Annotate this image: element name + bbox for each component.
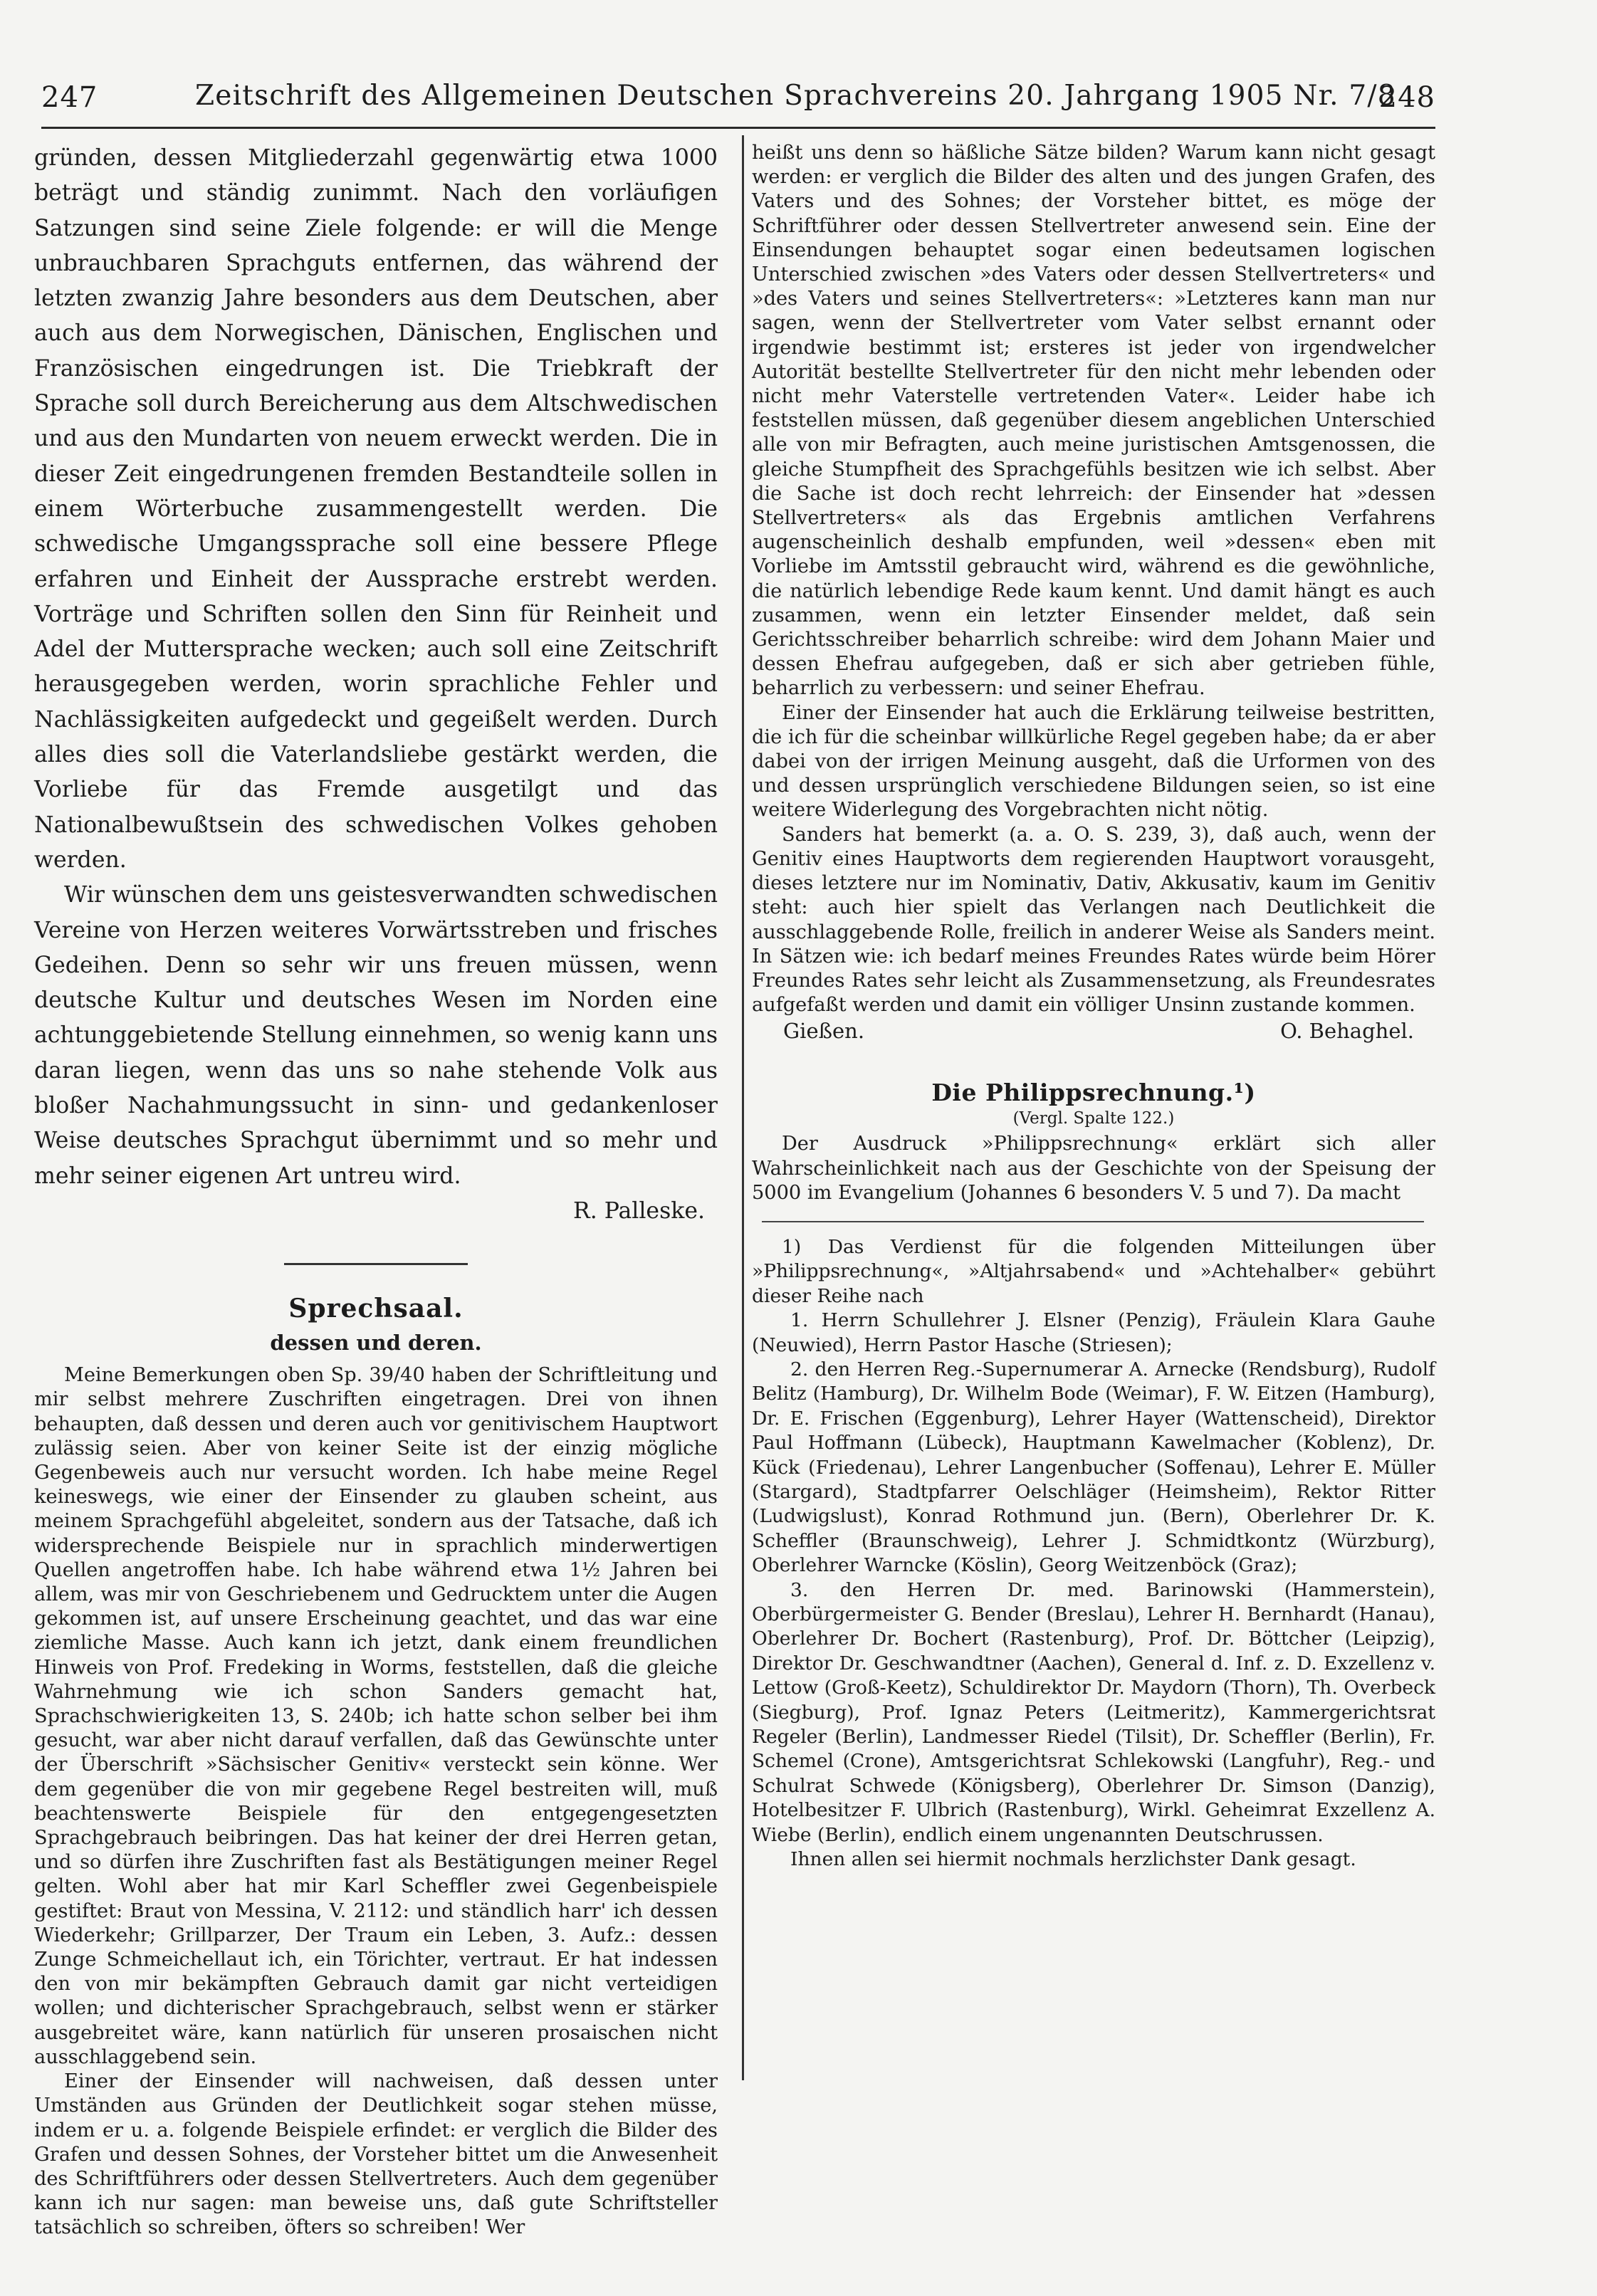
- signature-place: Gießen.: [783, 1019, 865, 1044]
- article-paragraph: Der Ausdruck »Philippsrechnung« erklärt sich aller Wahrscheinlichkeit nach aus der Geschichte von der Speisung der 5000 im Evangelium (Johannes 6 besonders V. 5 und 7). Da macht: [752, 1133, 1435, 1204]
- footnote-closing: Ihnen allen sei hiermit nochmals herzlichster Dank gesagt.: [790, 1848, 1356, 1871]
- running-title: Zeitschrift des Allgemeinen Deutschen Sprachvereins 20. Jahrgang 1905 Nr. 7/8: [195, 80, 1396, 112]
- section-separator: [284, 1263, 468, 1265]
- left-column: [34, 141, 718, 2240]
- signature-name: O. Behaghel.: [1280, 1019, 1414, 1044]
- page-number-left: 247: [41, 81, 98, 114]
- section-title: Sprechsaal.: [288, 1294, 464, 1324]
- signature-row: [752, 1017, 1435, 1043]
- right-paragraph-2: Einer der Einsender hat auch die Erklärung teilweise bestritten, die ich für die scheinbar willkürliche Regel gegeben habe; da er aber dabei von der irrigen Meinung ausgeht, daß die Urformen von des und dessen ursprünglich verschiedene Bildungen seien, so ist eine weitere Widerlegung des Vorgebrachten nicht nötig.: [752, 701, 1435, 822]
- footnote-intro: 1) Das Verdienst für die folgenden Mitteilungen über »Philippsrechnung«, »Altjahrsabend« und »Achtehalber« gebührt dieser Reihe nach: [752, 1235, 1435, 1307]
- header-rule: [41, 127, 1435, 129]
- article-reference: (Vergl. Spalte 122.): [1012, 1109, 1175, 1128]
- intro-paragraph-1: gründen, dessen Mitgliederzahl gegenwärtig etwa 1000 beträgt und ständig zunimmt. Nach den vorläufigen Satzungen sind seine Ziele folgende: er will die Menge unbrauchbaren Sprachguts entfernen, das während der letzten zwanzig Jahre besonders aus dem Deutschen, aber auch aus dem Norwegischen, Dänischen, Englischen und Französischen eingedrungen ist. Die Triebkraft der Sprache soll durch Bereicherung aus dem Altschwedischen und aus den Mundarten von neuem erweckt werden. Die in dieser Zeit eingedrungenen fremden Bestandteile sollen in einem Wörterbuche zusammengestellt werden. Die schwedische Umgangssprache soll eine bessere Pflege erfahren und Einheit der Aussprache erstrebt werden. Vorträge und Schriften sollen den Sinn für Reinheit und Adel der Muttersprache wecken; auch soll eine Zeitschrift herausgegeben werden, worin sprachliche Fehler und Nachlässigkeiten aufgedeckt und gegeißelt werden. Durch alles dies soll die Vaterlandsliebe gestärkt werden, die Vorliebe für das Fremde ausgetilgt und das Nationalbewußtsein des schwedischen Volkes gehoben werden.: [34, 145, 718, 873]
- right-paragraph-1: heißt uns denn so häßliche Sätze bilden? Warum kann nicht gesagt werden: er verglich die Bilder des alten und des jungen Grafen, des Vaters und des Sohnes; der Vorsteher bittet, es möge der Schriftführer oder dessen Stellvertreter anwesend sein. Eine der Einsendungen behauptet sogar einen bedeutsamen logischen Unterschied zwischen »des Vaters oder dessen Stellvertreters« und »des Vaters und seines Stellvertreters«: »Letzteres kann man nur sagen, wenn der Stellvertreter vom Vater selbst ernannt oder irgendwie bestimmt ist; ersteres ist jeder von irgendwelcher Autorität bestellte Stellvertreter für den nicht mehr lebenden oder nicht mehr Vaterstelle vertretenden Vater«. Leider habe ich feststellen müssen, daß gegenüber diesem angeblichen Unterschied alle von mir Befragten, auch meine juristischen Amtsgenossen, die gleiche Stumpfheit des Sprachgefühls besitzen wie ich selbst. Aber die Sache ist doch recht lehrreich: der Einsender hat »dessen Stellvertreters« als das Ergebnis amtlichen Verfahrens augenscheinlich deshalb empfunden, weil »dessen« eben mit Vorliebe im Amtsstil gebraucht wird, während es die gewöhnliche, die natürlich lebendige Rede kaum kennt. Und damit hängt es auch zusammen, wenn ein letzter Einsender meldet, daß sein Gerichtsschreiber beharrlich schreibe: wird dem Johann Maier und dessen Ehefrau aufgegeben, daß er sich aber getrieben fühle, beharrlich zu verbessern: und seiner Ehefrau.: [752, 142, 1435, 700]
- body-paragraph-1: Meine Bemerkungen oben Sp. 39/40 haben der Schriftleitung und mir selbst mehrere Zuschriften eingetragen. Drei von ihnen behaupten, daß dessen und deren auch vor genitivischem Hauptwort zulässig seien. Aber von keiner Seite ist der einzig mögliche Gegenbeweis auch nur versucht worden. Ich habe meine Regel keineswegs, wie einer der Einsender zu glauben scheint, aus meinem Sprachgefühl abgeleitet, sondern aus der Tatsache, daß ich widersprechende Beispiele nur in sprachlich minderwertigen Quellen angetroffen habe. Ich habe während etwa 1½ Jahren bei allem, was mir von Geschriebenem und Gedrucktem unter die Augen gekommen ist, auf unsere Erscheinung geachtet, und das war eine ziemliche Masse. Auch kann ich jetzt, dank einem freundlichen Hinweis von Prof. Fredeking in Worms, feststellen, daß die gleiche Wahrnehmung wie ich schon Sanders gemacht hat, Sprachschwierigkeiten 13, S. 240b; ich hatte schon selber bei ihm gesucht, war aber nicht darauf verfallen, daß das Gewünschte unter der Überschrift »Sächsischer Genitiv« versteckt sein könne. Wer dem gegenüber die von mir gegebene Regel bestreiten will, muß beachtenswerte Beispiele für den entgegengesetzten Sprachgebrauch beibringen. Das hat keiner der drei Herren getan, und so dürfen ihre Zuschriften fast als Bestätigungen meiner Regel gelten. Wohl aber hat mir Karl Scheffler zwei Gegenbeispiele gestiftet: Braut von Messina, V. 2112: und ständlich harr' ich dessen Wiederkehr; Grillparzer, Der Traum ein Leben, 3. Aufz.: dessen Zunge Schmeichellaut ich, ein Törichter, vertraut. Er hat indessen den von mir bekämpften Gebrauch damit gar nicht verteidigen wollen; und dichterischer Sprachgebrauch, selbst wenn er stärker ausgebreitet wäre, kann natürlich für unseren prosaischen nicht ausschlaggebend sein.: [34, 1364, 718, 2068]
- intro-paragraph-2: Wir wünschen dem uns geistesverwandten schwedischen Vereine von Herzen weiteres Vorwärtsstreben und frisches Gedeihen. Denn so sehr wir uns freuen müssen, wenn deutsche Kultur und deutsches Wesen im Norden eine achtunggebietende Stellung einnehmen, so wenig kann uns daran liegen, wenn das uns so nahe stehende Volk aus bloßer Nachahmungssucht in sinn- und gedankenloser Weise deutsches Sprachgut übernimmt und so mehr und mehr seiner eigenen Art untreu wird.: [34, 882, 718, 1189]
- page-header: [41, 77, 1435, 120]
- article-title: Die Philippsrechnung.¹): [931, 1079, 1256, 1107]
- right-column: [752, 141, 1435, 1872]
- body-paragraph-2: Einer der Einsender will nachweisen, daß dessen unter Umständen aus Gründen der Deutlichkeit sogar stehen müsse, indem er u. a. folgende Beispiele erfindet: er verglich die Bilder des Grafen und dessen Sohnes, der Vorsteher bittet um die Anwesenheit des Schriftführers oder dessen Stellvertreters. Auch dem gegenüber kann ich nur sagen: man beweise uns, daß gute Schriftsteller tatsächlich so schreiben, öfters so schreiben! Wer: [34, 2070, 718, 2239]
- subsection-title: dessen und deren.: [270, 1331, 482, 1356]
- right-paragraph-3: Sanders hat bemerkt (a. a. O. S. 239, 3), daß auch, wenn der Genitiv eines Hauptworts dem regierenden Hauptwort vorausgeht, dieses letztere nur im Nominativ, Dativ, Akkusativ, kaum im Genitiv steht: auch hier spielt das Verlangen nach Deutlichkeit die ausschlaggebende Rolle, freilich in anderer Weise als Sanders meint. In Sätzen wie: ich bedarf meines Freundes Rates würde beim Hörer Freundes Rates sehr leicht als Zusammensetzung, als Freundesrates aufgefaßt werden und damit ein völliger Unsinn zustande kommen.: [752, 823, 1435, 1017]
- column-divider: [742, 135, 744, 2080]
- footnote-item: 3. den Herren Dr. med. Barinowski (Hammerstein), Oberbürgermeister G. Bender (Breslau), Lehrer H. Bernhardt (Hanau), Oberlehrer Dr. Bochert (Rastenburg), Prof. Dr. Böttcher (Leipzig), Direktor Dr. Geschwandtner (Aachen), General d. Inf. z. D. Exzellenz v. Lettow (Groß-Keetz), Schuldirektor Dr. Maydorn (Thorn), Th. Overbeck (Siegburg), Prof. Ignaz Peters (Leitmeritz), Kammergerichtsrat Regeler (Berlin), Landmesser Riedel (Tilsit), Dr. Scheffler (Berlin), Fr. Schemel (Crone), Amtsgerichtsrat Schlekowski (Langfuhr), Reg.- und Schulrat Schwede (Königsberg), Oberlehrer Dr. Simson (Danzig), Hotelbesitzer F. Ulbrich (Rastenburg), Wirkl. Geheimrat Exzellenz A. Wiebe (Berlin), endlich einem ungenannten Deutschrussen.: [752, 1578, 1435, 1846]
- footnote-rule: [762, 1221, 1424, 1222]
- intro-signature: R. Palleske.: [572, 1197, 705, 1224]
- footnote-item: 1. Herrn Schullehrer J. Elsner (Penzig), Fräulein Klara Gauhe (Neuwied), Herrn Pastor Hasche (Striesen);: [752, 1309, 1435, 1356]
- page-number-right: 248: [1378, 81, 1435, 114]
- footnote-item: 2. den Herren Reg.-Supernumerar A. Arnecke (Rendsburg), Rudolf Belitz (Hamburg), Dr. Wilhelm Bode (Weimar), F. W. Eitzen (Hamburg), Dr. E. Frischen (Eggenburg), Lehrer Hayer (Wattenscheid), Direktor Paul Hoffmann (Lübeck), Hauptmann Kawelmacher (Koblenz), Dr. Kück (Friedenau), Lehrer Langenbucher (Soffenau), Lehrer E. Müller (Stargard), Stadtpfarrer Oelschläger (Heimsheim), Rektor Ritter (Ludwigslust), Konrad Rothmund jun. (Bern), Oberlehrer Dr. K. Scheffler (Braunschweig), Lehrer J. Schmidtkontz (Würzburg), Oberlehrer Warncke (Köslin), Georg Weitzenböck (Graz);: [752, 1358, 1435, 1577]
